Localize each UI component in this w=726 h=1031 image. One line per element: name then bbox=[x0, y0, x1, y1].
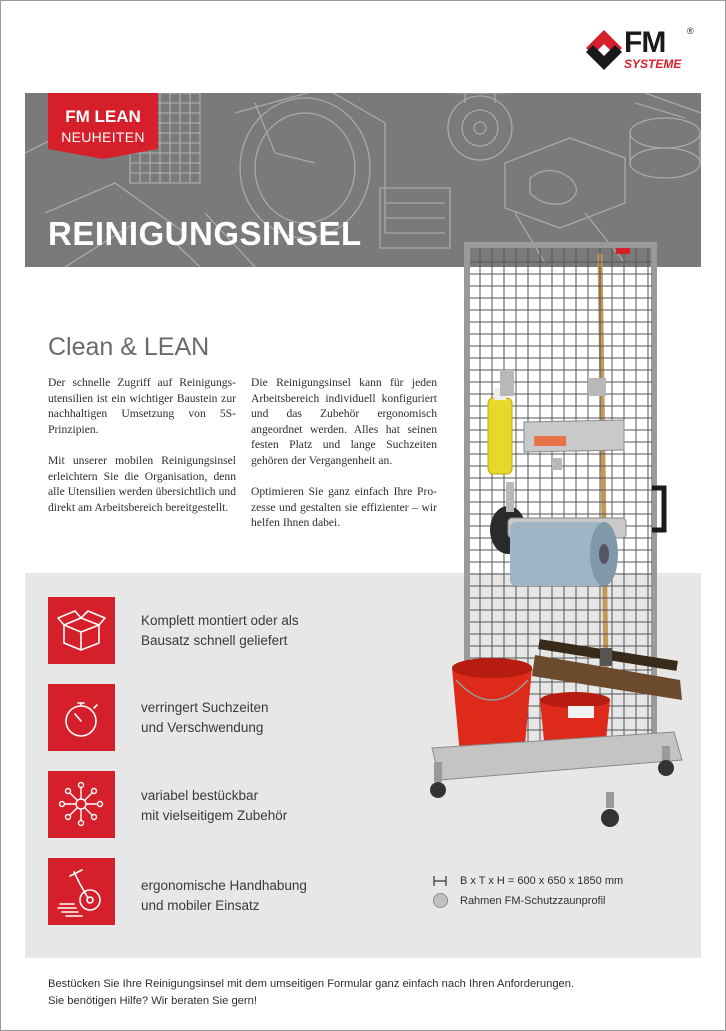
frame-text: Rahmen FM-Schutzzaunprofil bbox=[460, 895, 606, 907]
footer-line: Sie benötigen Hilfe? Wir beraten Sie gern! bbox=[48, 995, 257, 1007]
feature-text bbox=[141, 611, 299, 650]
fm-lean-badge bbox=[48, 93, 158, 159]
intro-paragraph: Mit unserer mobilen Reinigungsinsel erleichtern Sie die Organisation, denn alle Utensilien werden übersichtlich und direkt am Arbeitsbereich bereitgestellt. bbox=[48, 453, 236, 514]
feature-line: Bausatz schnell geliefert bbox=[141, 632, 288, 648]
feature-line: und Verschwendung bbox=[141, 719, 264, 735]
feature-line: variabel bestückbar bbox=[141, 788, 259, 803]
box-icon bbox=[48, 597, 115, 664]
caster-wheel-icon bbox=[48, 858, 115, 925]
stopwatch-icon bbox=[48, 684, 115, 751]
dimension-icon bbox=[433, 876, 447, 886]
footer-line: Bestücken Sie Ihre Reinigungsinsel mit dem umseitigen Formular ganz einfach nach Ihren Anforderungen. bbox=[48, 978, 575, 990]
intro-right-column bbox=[251, 375, 437, 547]
frame-profile-icon bbox=[433, 893, 448, 908]
page-title: REINIGUNGSINSEL bbox=[48, 215, 362, 252]
logo-systeme-text: SYSTEME bbox=[624, 57, 682, 71]
logo-registered: ® bbox=[687, 26, 694, 36]
dimensions-spec bbox=[433, 873, 673, 889]
fm-systeme-logo bbox=[584, 28, 702, 78]
subtitle: Clean & LEAN bbox=[48, 333, 210, 361]
feature-line: Komplett montiert oder als bbox=[141, 613, 299, 628]
intro-paragraph: Optimieren Sie ganz einfach Ihre Prozesse und gestalten sie effizienter – wir helfen Ihnen dabei. bbox=[251, 485, 437, 530]
feature-line: ergonomische Handhabung bbox=[141, 878, 307, 893]
feature-line: verringert Suchzeiten bbox=[141, 700, 269, 715]
intro-paragraph: Die Reinigungsinsel kann für jeden Arbeitsbereich individuell konfiguriert und das Zubehör ergonomisch angeordnet werden. Alles hat seinen festen Platz und lange Suchzeiten gehören der Vergangenheit an. bbox=[251, 376, 437, 467]
feature-text bbox=[141, 876, 307, 915]
feature-text bbox=[141, 698, 269, 737]
footer-note bbox=[48, 976, 574, 1010]
feature-line: und mobiler Einsatz bbox=[141, 897, 260, 913]
feature-line: mit vielseitigem Zubehör bbox=[141, 807, 288, 823]
network-icon bbox=[48, 771, 115, 838]
dimensions-text: B x T x H = 600 x 650 x 1850 mm bbox=[460, 875, 624, 887]
logo-mark-icon bbox=[584, 28, 624, 72]
badge-subtitle: NEUHEITEN bbox=[61, 129, 145, 145]
feature-text bbox=[141, 786, 287, 825]
badge-title: FM LEAN bbox=[65, 107, 141, 126]
frame-spec bbox=[433, 893, 673, 909]
intro-paragraph: Der schnelle Zugriff auf Reinigungsutensilien ist ein wichtiger Baustein zur nachhaltigen Umsetzung von 5S-Prinzipien. bbox=[48, 376, 236, 436]
logo-fm-text: FM bbox=[624, 26, 666, 59]
cleaning-station-product-image bbox=[420, 240, 700, 830]
intro-left-column bbox=[48, 375, 236, 531]
